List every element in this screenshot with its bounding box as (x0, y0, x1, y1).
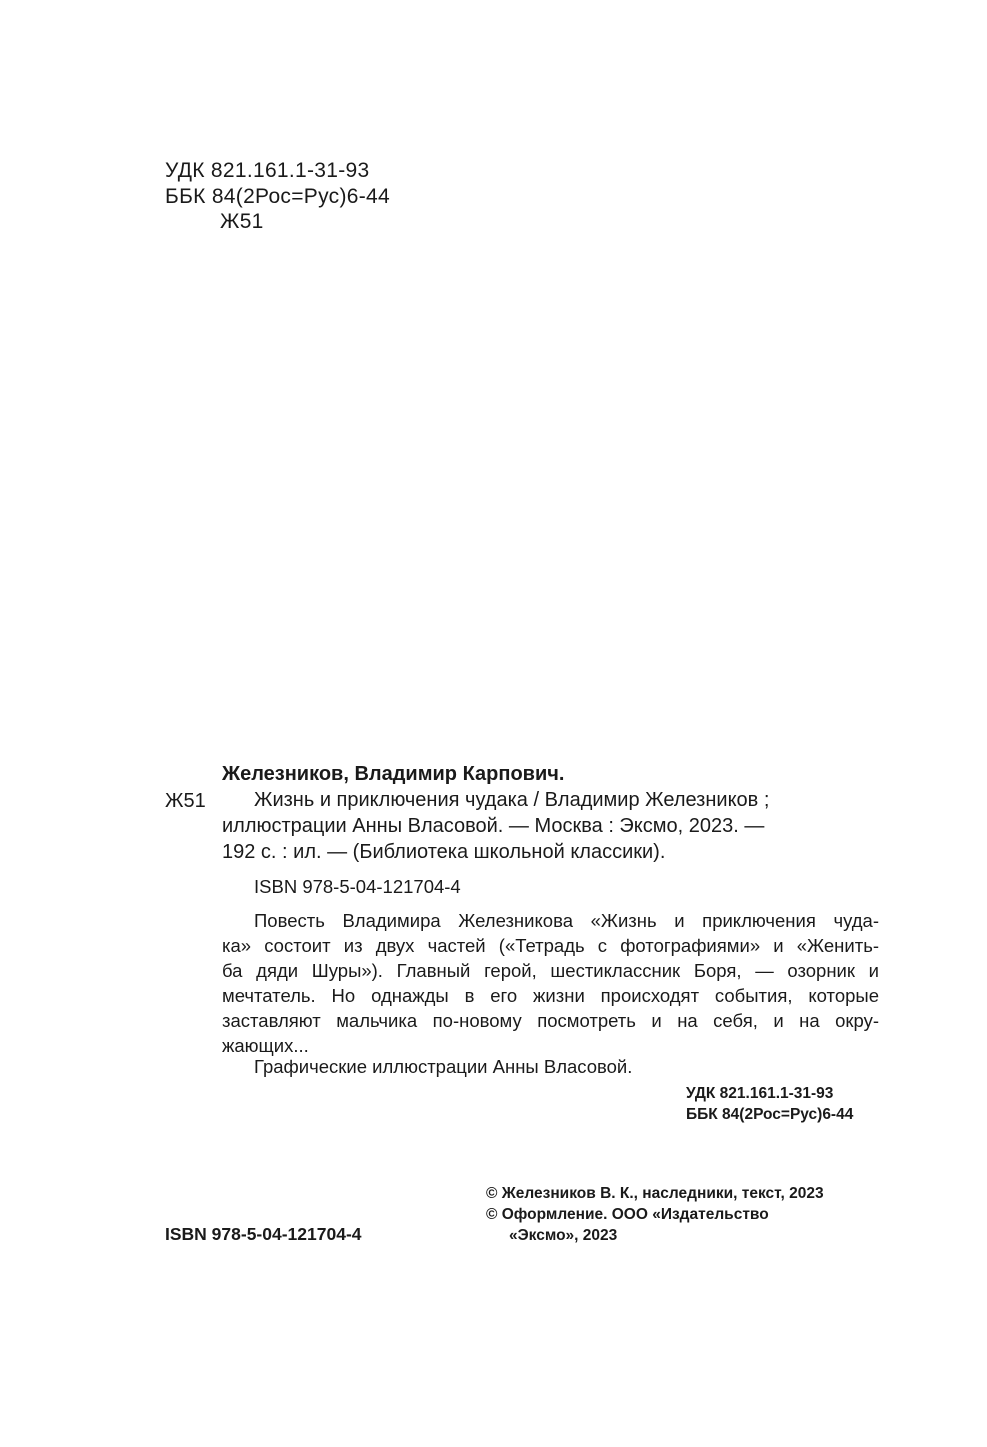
isbn-bottom: ISBN 978-5-04-121704-4 (165, 1224, 362, 1244)
copyright-text-line: © Железников В. К., наследники, текст, 2023 (486, 1185, 824, 1202)
udk-code: УДК 821.161.1-31-93 (165, 159, 370, 182)
annotation-line: ба дяди Шуры»). Главный герой, шестиклассник Боря, — озорник и (222, 962, 879, 981)
annotation-line: Повесть Владимира Железникова «Жизнь и приключения чуда- (254, 912, 879, 931)
illustrations-note: Графические иллюстрации Анны Власовой. (254, 1056, 633, 1077)
annotation-line: заставляют мальчика по-новому посмотреть и на себя, и на окру- (222, 1012, 879, 1031)
copyright-design-line-cont: «Эксмо», 2023 (509, 1227, 618, 1244)
description-line: Жизнь и приключения чудака / Владимир Железников ; (254, 789, 770, 811)
udk-code-bold: УДК 821.161.1-31-93 (686, 1085, 834, 1102)
record-isbn: ISBN 978-5-04-121704-4 (254, 876, 461, 897)
description-line: иллюстрации Анны Власовой. — Москва : Эксмо, 2023. — (222, 815, 765, 837)
author-mark: Ж51 (220, 210, 264, 233)
description-line: 192 с. : ил. — (Библиотека школьной классики). (222, 841, 666, 863)
bbk-code-bold: ББК 84(2Рос=Рус)6-44 (686, 1106, 854, 1123)
annotation-line: ка» состоит из двух частей («Тетрадь с фотографиями» и «Женить- (222, 937, 879, 956)
record-author-mark: Ж51 (165, 790, 206, 812)
copyright-design-line: © Оформление. ООО «Издательство (486, 1206, 769, 1223)
annotation-line: жающих... (222, 1035, 309, 1056)
author-heading: Железников, Владимир Карпович. (222, 763, 565, 785)
annotation-line: мечтатель. Но однажды в его жизни происходят события, которые (222, 987, 879, 1006)
bbk-code: ББК 84(2Рос=Рус)6-44 (165, 185, 390, 208)
